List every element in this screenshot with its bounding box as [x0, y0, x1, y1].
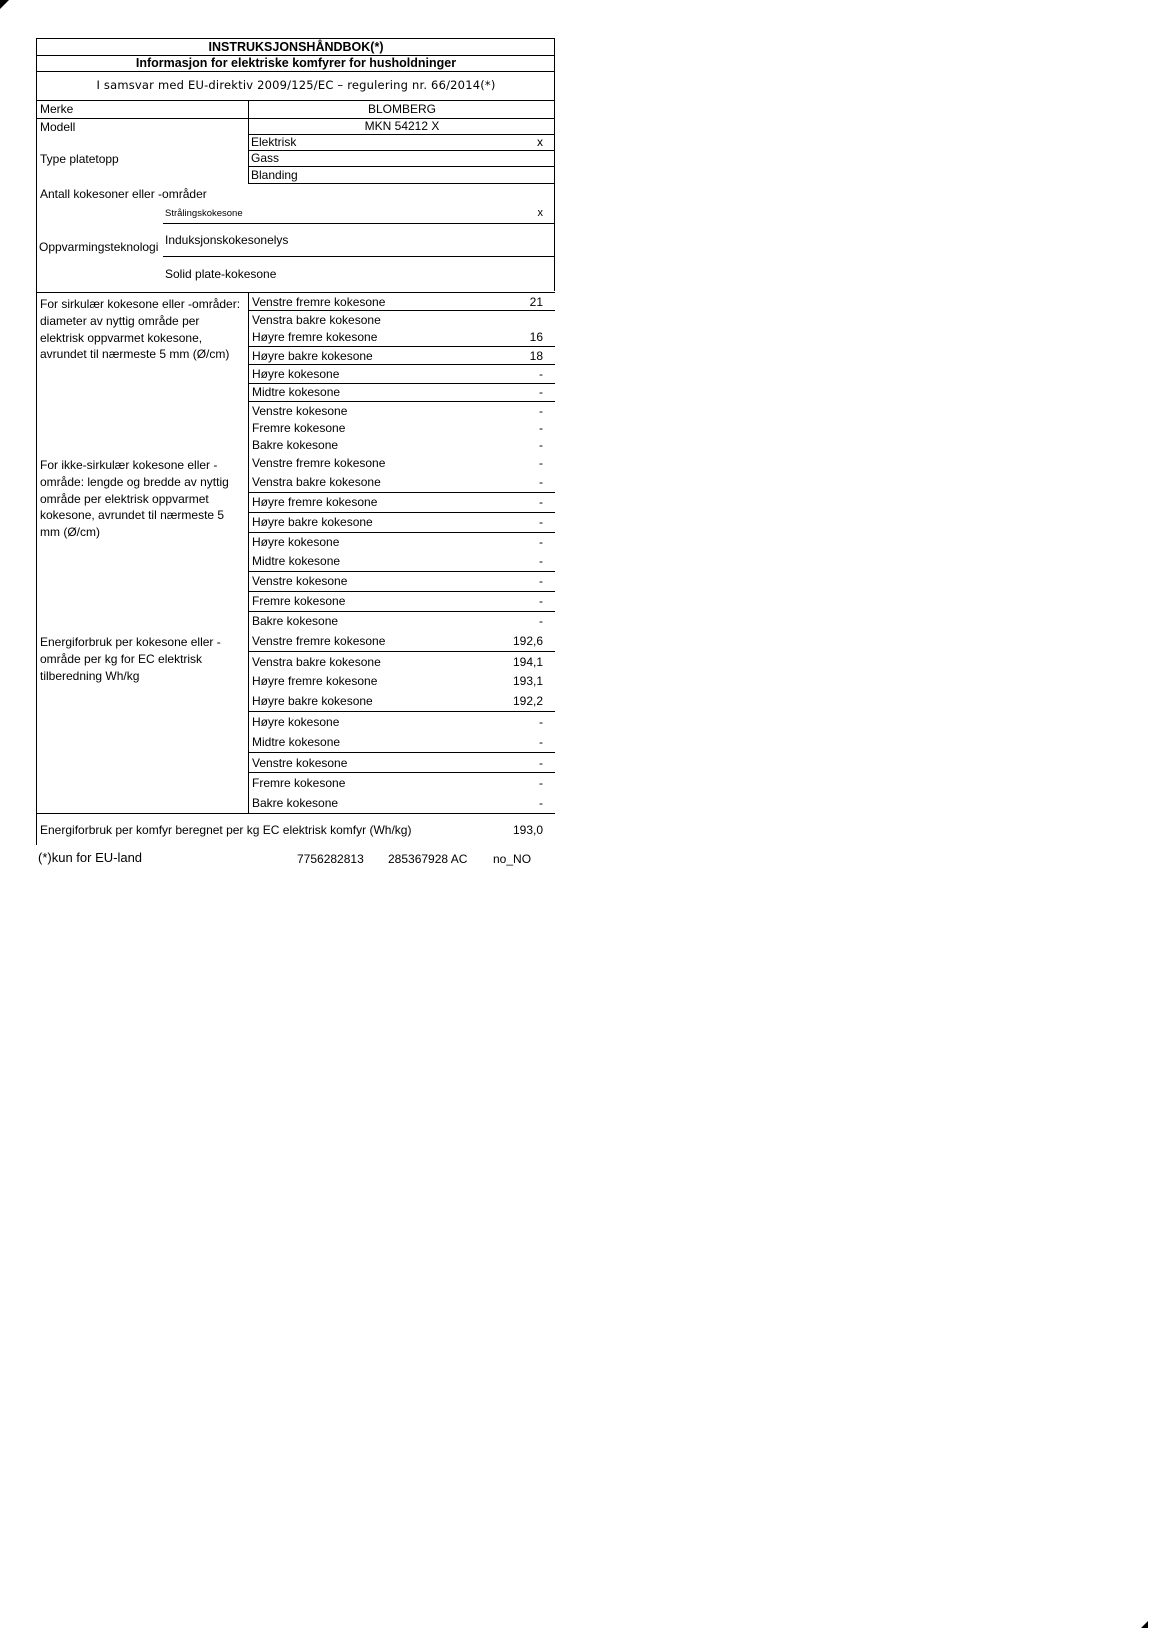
zone-value: 194,1 — [512, 654, 543, 669]
zone-label: Venstre fremre kokesone — [252, 456, 386, 471]
zone-label: Høyre bakre kokesone — [252, 694, 373, 709]
zone-value: - — [539, 755, 543, 770]
heating-technology-options — [163, 204, 555, 292]
zone-value: - — [539, 366, 543, 381]
zone-value: - — [539, 776, 543, 791]
document-subtitle: Informasjon for elektriske komfyrer for husholdninger — [37, 56, 555, 72]
model-label: Modell — [40, 119, 76, 134]
heating-tech-row — [163, 224, 555, 257]
zones-count-label: Antall kokesoner eller -områder — [40, 186, 207, 201]
hob-type-option: Blanding — [251, 167, 298, 182]
hob-type-label: Type platetopp — [40, 152, 119, 167]
zone-label: Fremre kokesone — [252, 594, 346, 609]
model-and-hob-type-block — [37, 119, 555, 184]
zone-value: - — [539, 495, 543, 510]
zone-label: Venstre fremre kokesone — [252, 294, 386, 309]
hob-type-option: Elektrisk — [251, 135, 297, 150]
zone-label: Venstre kokesone — [252, 574, 348, 589]
circular-zone-diameter-section — [37, 292, 555, 454]
zone-row — [249, 773, 555, 793]
zone-row — [249, 402, 555, 419]
document-code-1: 7756282813 — [297, 852, 364, 866]
zone-row — [249, 732, 555, 753]
zone-value: - — [539, 385, 543, 400]
eu-only-note: (*)kun for EU-land — [38, 850, 143, 865]
zone-value: - — [539, 714, 543, 729]
total-energy-label: Energiforbruk per komfyr beregnet per kg EC elektrisk komfyr (Wh/kg) — [40, 823, 412, 838]
heating-tech-row — [163, 204, 555, 224]
hob-type-mark: x — [537, 135, 543, 150]
zone-value: 21 — [529, 294, 543, 309]
zone-row — [249, 691, 555, 712]
zone-value: - — [539, 420, 543, 435]
scan-corner-mark-bottom-right — [1141, 1621, 1148, 1628]
zone-value: - — [539, 515, 543, 530]
zone-row — [249, 493, 555, 513]
noncircular-zone-size-section — [37, 454, 555, 631]
zone-value: - — [539, 554, 543, 569]
zone-label: Bakre kokesone — [252, 614, 339, 629]
hob-type-row — [249, 167, 555, 184]
heating-tech-option: Induksjonskokesonelys — [165, 232, 289, 247]
heating-tech-option: Strålingskokesone — [165, 207, 243, 219]
section-label: Energiforbruk per kokesone eller -område per kg for EC elektrisk tilberedning Wh/kg — [37, 631, 249, 813]
zone-label: Venstra bakre kokesone — [252, 475, 381, 490]
brand-row — [37, 101, 555, 119]
energy-per-zone-section — [37, 631, 555, 814]
heating-technology-block — [37, 204, 555, 292]
zone-row — [249, 672, 555, 692]
zone-label: Venstre kokesone — [252, 403, 348, 418]
zone-value: - — [539, 734, 543, 749]
zone-rows — [249, 293, 555, 454]
hob-type-row — [249, 135, 555, 151]
zone-value: - — [539, 574, 543, 589]
total-energy-value: 193,0 — [512, 823, 543, 838]
zone-label: Venstra bakre kokesone — [252, 654, 381, 669]
directive-reference: I samsvar med EU-direktiv 2009/125/EC – regulering nr. 66/2014(*) — [37, 72, 555, 101]
zone-label: Venstra bakre kokesone — [252, 312, 381, 327]
brand-label: Merke — [37, 101, 249, 118]
zone-value: 192,6 — [512, 633, 543, 648]
zone-value: 18 — [529, 348, 543, 363]
zone-row — [249, 612, 555, 631]
zone-value: - — [539, 475, 543, 490]
brand-value: BLOMBERG — [367, 102, 436, 117]
zone-row — [249, 712, 555, 732]
zone-label: Høyre bakre kokesone — [252, 515, 373, 530]
zone-rows — [249, 631, 555, 813]
zone-row — [249, 365, 555, 383]
model-value: MKN 54212 X — [249, 119, 555, 135]
zone-row — [249, 384, 555, 402]
heating-tech-option: Solid plate-kokesone — [165, 267, 277, 282]
scan-corner-mark-top-left — [0, 0, 9, 9]
zone-label: Midtre kokesone — [252, 734, 341, 749]
zone-label: Midtre kokesone — [252, 385, 341, 400]
zone-row — [249, 347, 555, 365]
zone-label: Bakre kokesone — [252, 438, 339, 453]
zone-label: Fremre kokesone — [252, 420, 346, 435]
zone-value: - — [539, 535, 543, 550]
product-fiche-table — [36, 38, 555, 845]
zone-label: Høyre kokesone — [252, 714, 340, 729]
heating-tech-row — [163, 257, 555, 292]
zone-value: 192,2 — [512, 694, 543, 709]
model-hobtype-values — [249, 119, 555, 184]
zone-label: Midtre kokesone — [252, 554, 341, 569]
hob-type-option: Gass — [251, 151, 280, 166]
zone-label: Høyre bakre kokesone — [252, 348, 373, 363]
zone-row — [249, 652, 555, 672]
zone-label: Høyre fremre kokesone — [252, 330, 378, 345]
zone-row — [249, 311, 555, 328]
zone-row — [249, 419, 555, 436]
zone-label: Høyre fremre kokesone — [252, 674, 378, 689]
zone-row — [249, 293, 555, 311]
model-hobtype-labels — [37, 119, 249, 184]
document-title: INSTRUKSJONSHÅNDBOK(*) — [37, 39, 555, 56]
zone-row — [249, 533, 555, 552]
zone-label: Venstre kokesone — [252, 755, 348, 770]
zone-row — [249, 437, 555, 454]
zone-row — [249, 592, 555, 612]
zone-value: 16 — [529, 330, 543, 345]
document-code-2: 285367928 AC — [388, 852, 468, 866]
zone-value: - — [539, 456, 543, 471]
zone-label: Høyre kokesone — [252, 366, 340, 381]
zone-value: - — [539, 614, 543, 629]
hob-type-row — [249, 151, 555, 167]
zone-label: Venstre fremre kokesone — [252, 633, 386, 648]
zone-value: 193,1 — [512, 674, 543, 689]
table-right-border — [554, 39, 555, 291]
zone-row — [249, 793, 555, 813]
zone-value: - — [539, 438, 543, 453]
zone-value: - — [539, 796, 543, 811]
language-code: no_NO — [493, 852, 532, 866]
heating-tech-mark: x — [537, 207, 543, 220]
zone-row — [249, 631, 555, 652]
zone-row — [249, 513, 555, 533]
zone-label: Bakre kokesone — [252, 796, 339, 811]
zone-label: Høyre fremre kokesone — [252, 495, 378, 510]
zone-value: - — [539, 403, 543, 418]
zone-row — [249, 552, 555, 572]
zone-row — [249, 572, 555, 592]
total-energy-row — [37, 814, 555, 847]
zone-row — [249, 753, 555, 774]
zone-row — [249, 329, 555, 347]
section-label: For sirkulær kokesone eller -områder: diameter av nyttig område per elektrisk oppvarmet kokesone, avrundet til nærmeste 5 mm (Ø/cm) — [37, 293, 249, 454]
zone-label: Høyre kokesone — [252, 535, 340, 550]
zone-row — [249, 454, 555, 473]
zone-label: Fremre kokesone — [252, 776, 346, 791]
heating-technology-label: Oppvarmingsteknologi — [39, 240, 159, 255]
zone-rows — [249, 454, 555, 631]
section-label: For ikke-sirkulær kokesone eller -område: lengde og bredde av nyttig område per elektrisk oppvarmet kokesone, avrundet til nærmeste 5 mm (Ø/cm) — [37, 454, 249, 631]
zone-row — [249, 473, 555, 493]
zone-value: - — [539, 594, 543, 609]
